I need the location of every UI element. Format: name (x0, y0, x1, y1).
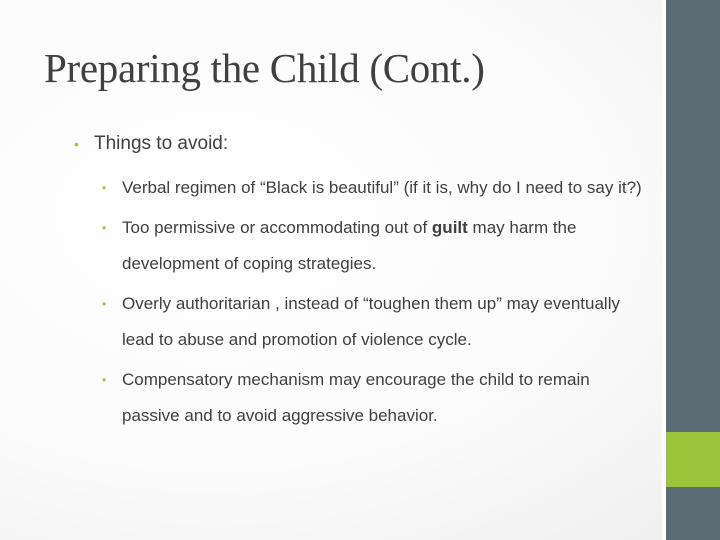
sub-list-container (74, 170, 654, 434)
sub-item-verbal-regimen (74, 170, 642, 206)
sub-item-compensatory-mechanism (74, 362, 642, 434)
sub-list (74, 170, 654, 434)
list-item-things-to-avoid (74, 130, 654, 158)
accent-block (666, 432, 720, 487)
bullet-icon: • (102, 221, 107, 235)
sub-item-text-after: may harm the development of coping strategies. (122, 218, 577, 273)
bullet-icon: • (102, 181, 107, 195)
sub-item-too-permissive (74, 210, 642, 282)
bullet-icon: • (102, 373, 107, 387)
sub-item-text: Overly authoritarian , instead of “toughen them up” may eventually lead to abuse and promotion of violence cycle. (122, 294, 620, 349)
sub-item-text-before: Too permissive or accommodating out of (122, 218, 432, 237)
sub-item-overly-authoritarian (74, 286, 642, 358)
sub-item-bold-word: guilt (431, 218, 468, 237)
bullet-icon: • (74, 136, 79, 152)
list-item-heading: Things to avoid: (94, 133, 229, 154)
bullet-icon: • (102, 297, 107, 311)
slide-title: Preparing the Child (Cont.) (44, 45, 485, 91)
bullet-list (74, 130, 654, 438)
sub-item-text: Compensatory mechanism may encourage the child to remain passive and to avoid aggressive behavior. (122, 370, 590, 425)
sub-item-text: Verbal regimen of “Black is beautiful” (if it is, why do I need to say it?) (122, 178, 642, 197)
